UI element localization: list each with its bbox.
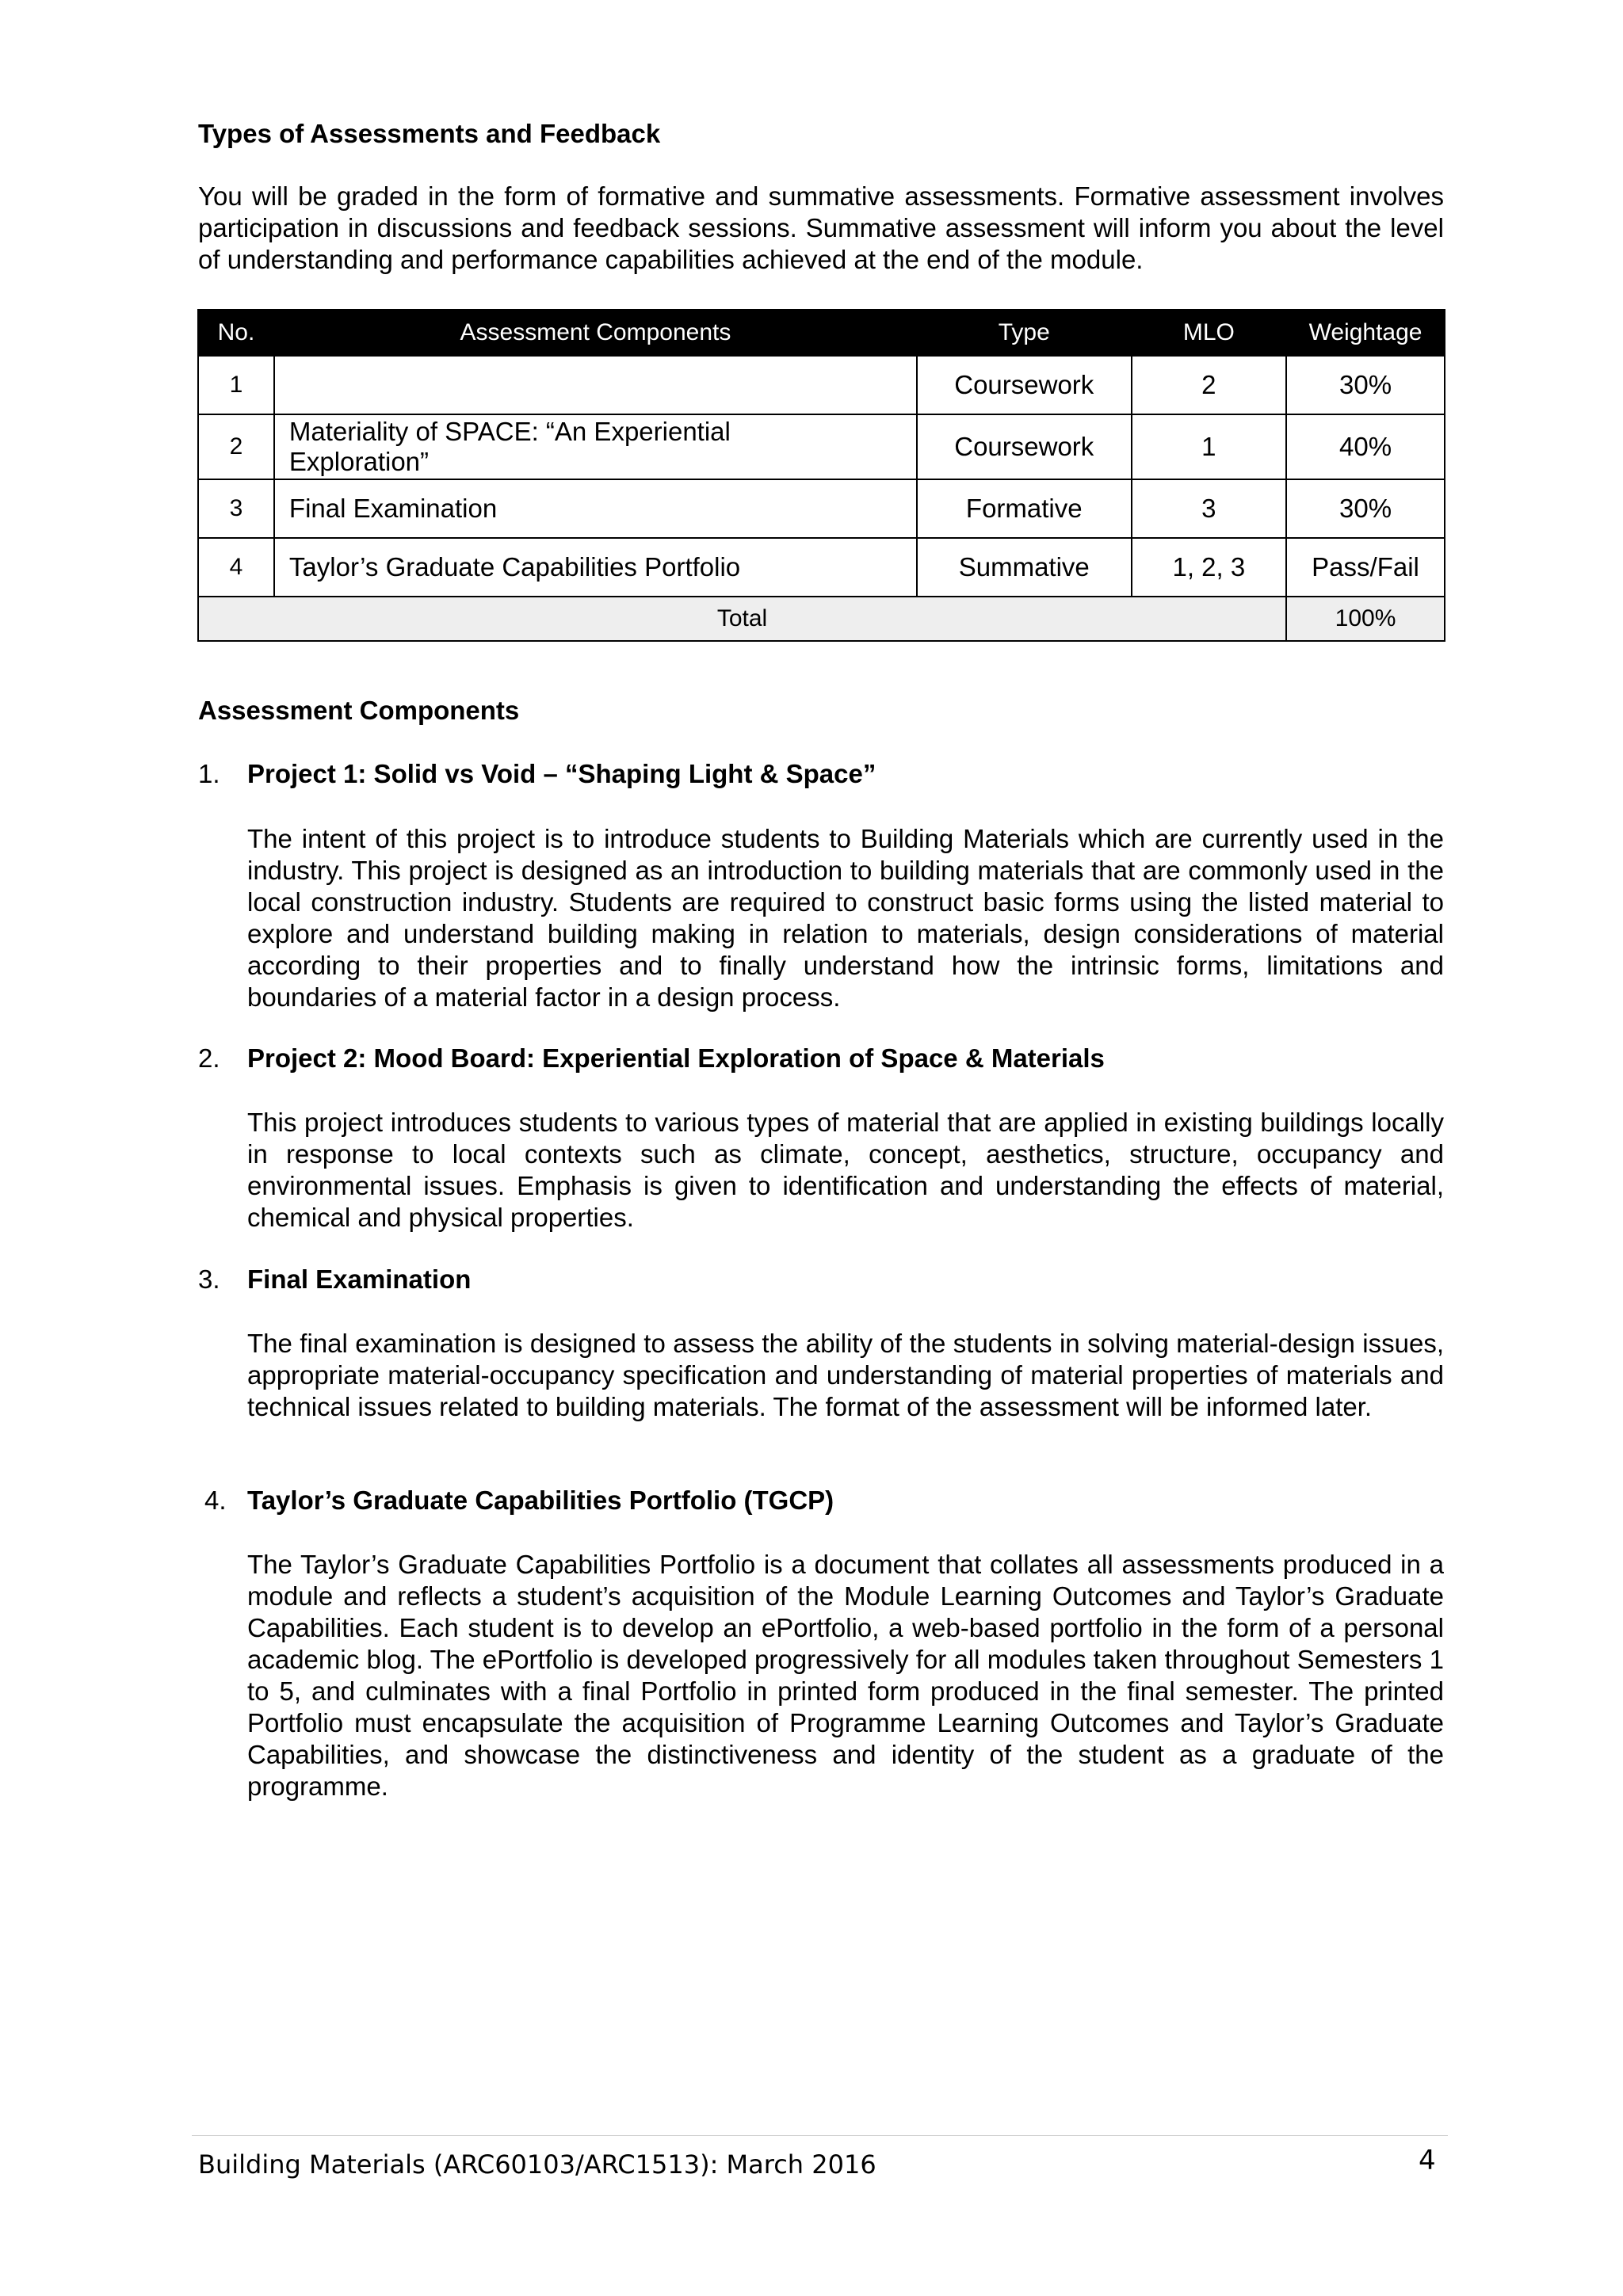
row-no: 2 (198, 414, 274, 479)
row-component-text: Materiality of SPACE: “An Experiential Exploration” (288, 417, 731, 476)
footer-text: Building Materials (ARC60103/ARC1513): March 2016 (198, 2149, 876, 2180)
row-no: 1 (198, 356, 274, 414)
row-weightage: 30% (1286, 356, 1445, 414)
page-number: 4 (1419, 2145, 1436, 2176)
total-label: Total (198, 597, 1286, 641)
row-type: Coursework (917, 414, 1132, 479)
table-total-row (198, 597, 1445, 641)
component-item-heading (204, 1486, 834, 1516)
item-body: The Taylor’s Graduate Capabilities Portfolio is a document that collates all assessments produced in a module and reflects a student’s acquisition of the Module Learning Outcomes and Taylor’s Graduate Capabilities. Each student is to develop an ePortfolio, a web-based portfolio in the form of a personal academic blog. The ePortfolio is developed progressively for all modules taken throughout Semesters 1 to 5, and culminates with a final Portfolio in printed form produced in the final semester. The printed Portfolio must encapsulate the acquisition of Programme Learning Outcomes and Taylor’s Graduate Capabilities, and showcase the distinctiveness and identity of the student as a graduate of the programme. (247, 1550, 1444, 1801)
table-header-row (198, 310, 1445, 356)
intro-paragraph: You will be graded in the form of formative and summative assessments. Formative assessment involves participation in discussions and feedback sessions. Summative assessment will inform you about the level of understanding and performance capabilities achieved at the end of the module. (198, 181, 1444, 274)
section-heading-components: Assessment Components (198, 696, 520, 725)
item-title: Project 2: Mood Board: Experiential Exploration of Space & Materials (247, 1043, 1105, 1073)
row-no: 3 (198, 479, 274, 538)
row-component (274, 356, 917, 414)
item-body: This project introduces students to various types of material that are applied in existing buildings locally in response to local contexts such as climate, concept, aesthetics, structure, occupancy and environmental issues. Emphasis is given to identification and understanding the effects of material, chemical and physical properties. (247, 1108, 1444, 1232)
table-row (198, 538, 1445, 597)
item-number: 1. (198, 759, 220, 788)
row-mlo: 1 (1132, 414, 1286, 479)
row-mlo: 3 (1132, 479, 1286, 538)
item-body: The final examination is designed to assess the ability of the students in solving material-design issues, appropriate material-occupancy specification and understanding of material properties of materials and technical issues related to building materials. The format of the assessment will be informed later. (247, 1329, 1444, 1421)
header-mlo: MLO (1132, 310, 1286, 356)
row-weightage: 40% (1286, 414, 1445, 479)
table-row (198, 356, 1445, 414)
item-title: Taylor’s Graduate Capabilities Portfolio (TGCP) (247, 1486, 834, 1515)
component-item-heading (198, 1264, 471, 1295)
header-no: No. (198, 310, 274, 356)
footer-divider (192, 2135, 1448, 2136)
row-type: Summative (917, 538, 1132, 597)
item-title: Project 1: Solid vs Void – “Shaping Light & Space” (247, 759, 876, 788)
item-body: The intent of this project is to introduce students to Building Materials which are currently used in the industry. This project is designed as an introduction to building materials that are commonly used in the local construction industry. Students are required to construct basic forms using the listed material to explore and understand building making in relation to materials, design considerations of material according to their properties and to finally understand how the intrinsic forms, limitations and boundaries of a material factor in a design process. (247, 824, 1444, 1012)
component-item-heading (198, 759, 876, 789)
item-title: Final Examination (247, 1264, 472, 1294)
header-type: Type (917, 310, 1132, 356)
item-number: 2. (198, 1043, 220, 1073)
table-row (198, 414, 1445, 479)
row-component: Final Examination (274, 479, 917, 538)
row-component: Taylor’s Graduate Capabilities Portfolio (274, 538, 917, 597)
header-weightage: Weightage (1286, 310, 1445, 356)
row-mlo: 2 (1132, 356, 1286, 414)
row-mlo: 1, 2, 3 (1132, 538, 1286, 597)
item-number: 4. (204, 1486, 227, 1515)
row-type: Coursework (917, 356, 1132, 414)
table-row (198, 479, 1445, 538)
header-component: Assessment Components (274, 310, 917, 356)
row-weightage: 30% (1286, 479, 1445, 538)
row-type: Formative (917, 479, 1132, 538)
section-heading-types: Types of Assessments and Feedback (198, 119, 661, 148)
row-no: 4 (198, 538, 274, 597)
item-number: 3. (198, 1264, 220, 1294)
assessment-table (197, 309, 1445, 642)
component-item-heading (198, 1043, 1105, 1074)
total-value: 100% (1286, 597, 1445, 641)
row-weightage: Pass/Fail (1286, 538, 1445, 597)
row-component (274, 414, 917, 479)
